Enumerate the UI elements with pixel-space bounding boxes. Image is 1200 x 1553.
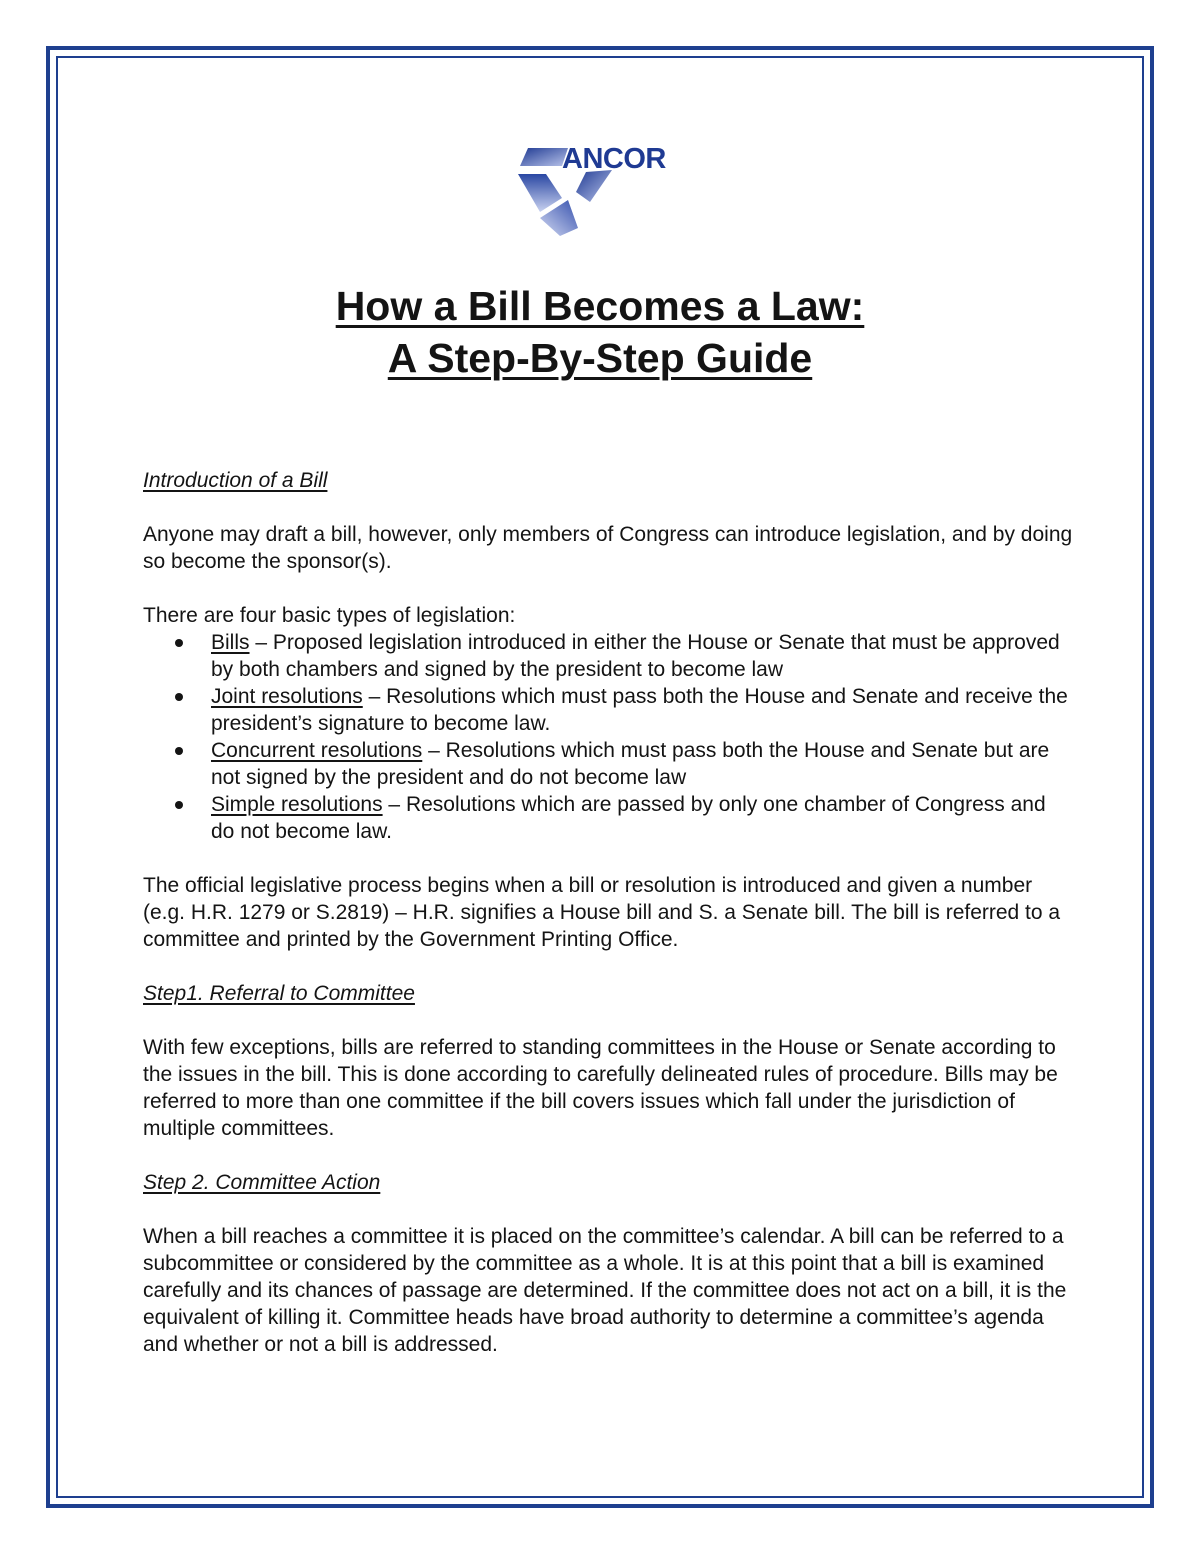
logo-wordmark: ANCOR	[562, 143, 666, 175]
document-body	[143, 467, 1073, 1358]
types-lead: There are four basic types of legislation:	[143, 604, 516, 627]
intro-paragraph-1: Anyone may draft a bill, however, only members of Congress can introduce legislation, and by doing so become the sponsor(s).	[143, 523, 1073, 573]
list-item	[143, 683, 1073, 737]
bullet-icon	[175, 747, 183, 755]
type-description: – Resolutions which must pass both the House and Senate and receive the president’s signature to become law.	[211, 685, 1068, 735]
title-line-2: A Step-By-Step Guide	[387, 335, 813, 381]
bullet-icon	[175, 693, 183, 701]
type-description: – Resolutions which must pass both the House and Senate but are not signed by the president and do not become law	[211, 739, 1050, 789]
list-item	[143, 629, 1073, 683]
logo-swoosh-left	[518, 174, 562, 212]
type-term: Bills	[211, 631, 250, 654]
type-description: – Resolutions which are passed by only one chamber of Congress and do not become law.	[211, 793, 1046, 843]
step2-heading: Step 2. Committee Action	[143, 1171, 381, 1194]
bullet-icon	[175, 801, 183, 809]
intro-paragraph-2: The official legislative process begins when a bill or resolution is introduced and given a number (e.g. H.R. 1279 or S.2819) – H.R. signifies a House bill and S. a Senate bill. The bill is referred to a committee and printed by the Government Printing Office.	[143, 874, 1061, 951]
type-term: Concurrent resolutions	[211, 739, 423, 762]
bullet-icon	[175, 639, 183, 647]
step2-paragraph: When a bill reaches a committee it is placed on the committee’s calendar. A bill can be referred to a subcommittee or considered by the committee as a whole. It is at this point that a bill is examined carefully and its chances of passage are determined. If the committee does not act on a bill, it is the equivalent of killing it. Committee heads have broad authority to determine a committee’s agenda and whether or not a bill is addressed.	[143, 1225, 1067, 1356]
list-item	[143, 791, 1073, 845]
step1-paragraph: With few exceptions, bills are referred to standing committees in the House or Senate according to the issues in the bill. This is done according to carefully delineated rules of procedure. Bills may be referred to more than one committee if the bill covers issues which fall under the jurisdiction of multiple committees.	[143, 1036, 1058, 1140]
step1-heading: Step1. Referral to Committee	[143, 982, 415, 1005]
type-term: Joint resolutions	[211, 685, 363, 708]
logo-swoosh-top	[520, 148, 568, 166]
document-title	[0, 280, 1200, 384]
intro-heading: Introduction of a Bill	[143, 469, 328, 492]
ancor-logo	[516, 140, 688, 240]
legislation-types-list	[143, 629, 1073, 845]
type-description: – Proposed legislation introduced in either the House or Senate that must be approved by both chambers and signed by the president to become law	[211, 631, 1060, 681]
list-item	[143, 737, 1073, 791]
title-line-1: How a Bill Becomes a Law:	[335, 283, 865, 329]
type-term: Simple resolutions	[211, 793, 383, 816]
